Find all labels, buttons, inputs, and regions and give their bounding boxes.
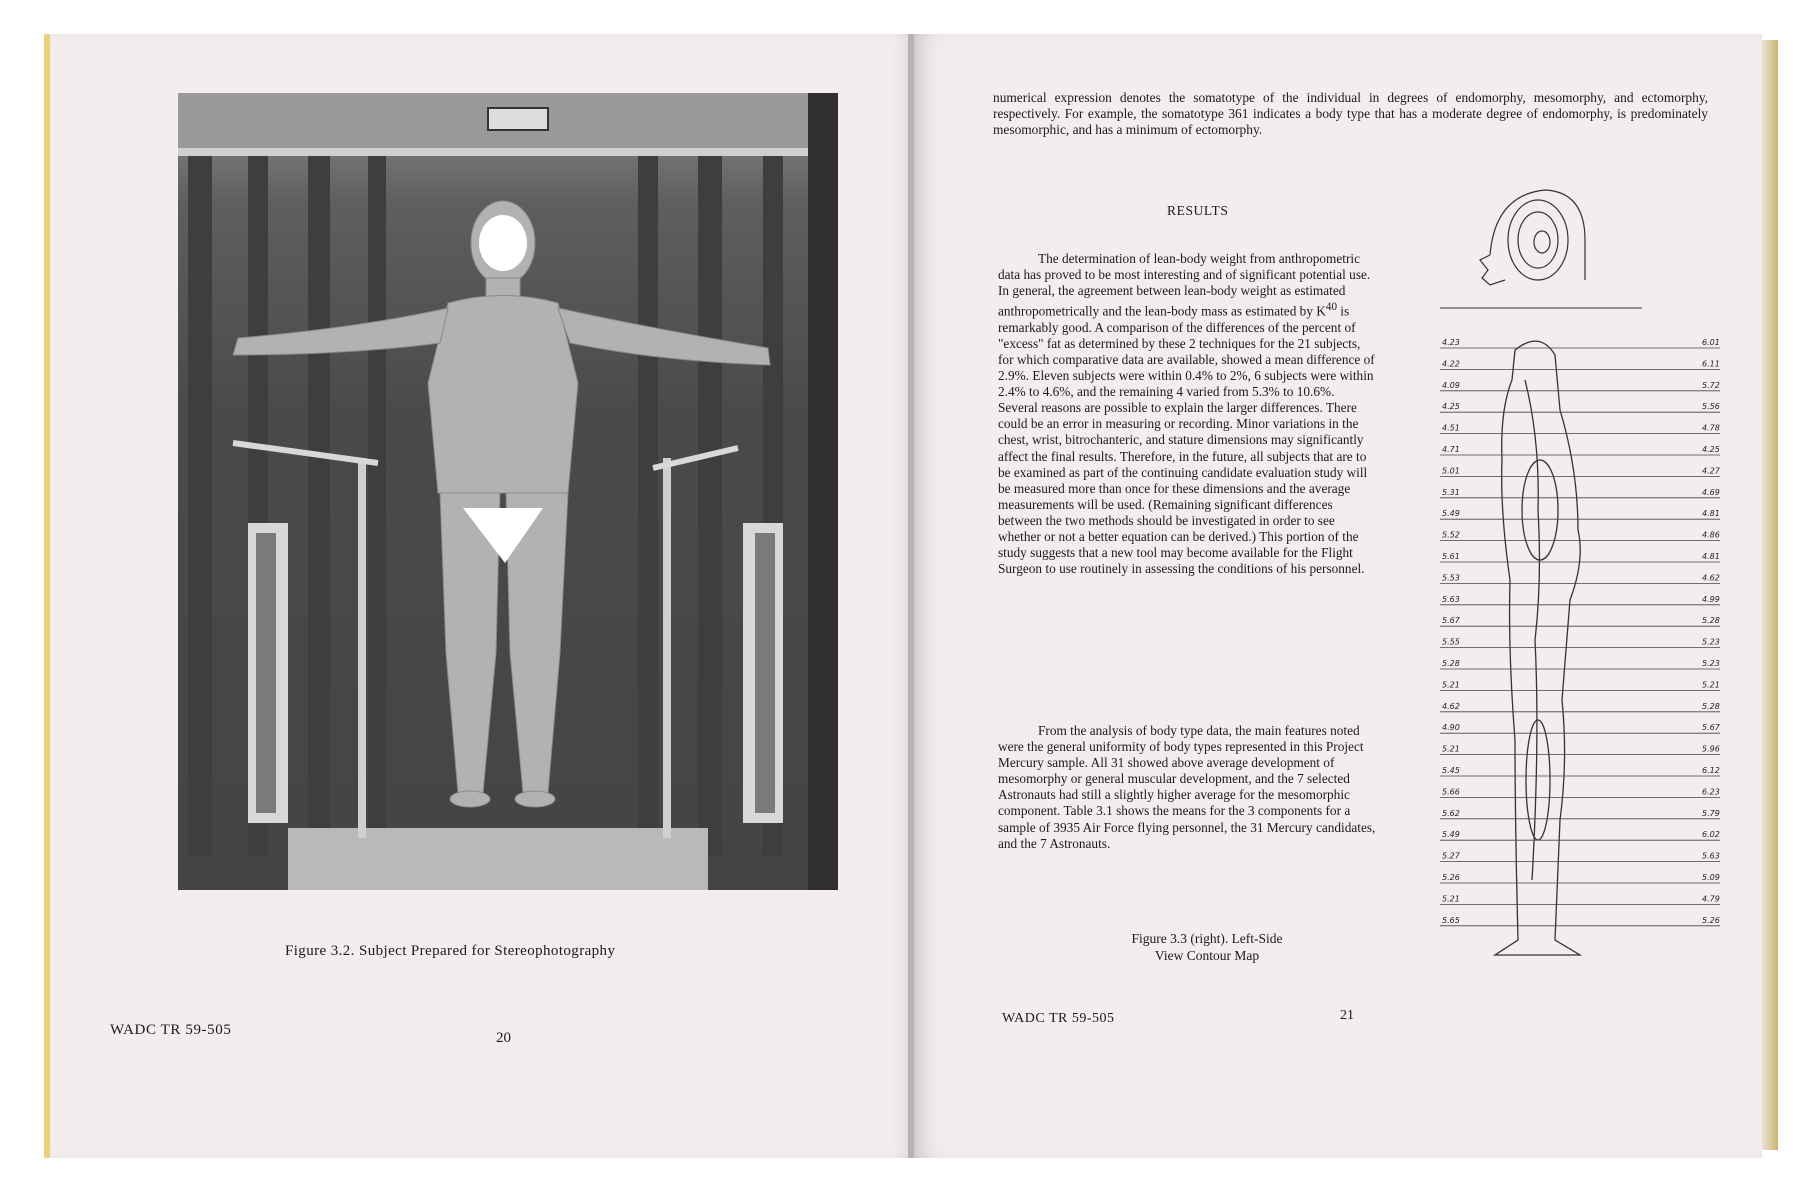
contour-left-label: 5.66: [1442, 787, 1460, 797]
contour-right-label: 4.27: [1702, 466, 1720, 476]
contour-measurement-labels: [1442, 338, 1721, 925]
contour-right-label: 6.11: [1702, 359, 1720, 369]
contour-right-label: 4.25: [1702, 445, 1720, 454]
contour-left-label: 5.49: [1442, 509, 1460, 519]
head-contour-drawing: [1480, 190, 1585, 285]
contour-right-label: 5.23: [1702, 637, 1720, 647]
page-edges: [1762, 40, 1778, 1150]
contour-left-label: 4.25: [1442, 402, 1460, 412]
contour-map-figure: [1420, 180, 1750, 970]
contour-left-label: 5.27: [1442, 851, 1460, 861]
contour-right-label: 6.23: [1702, 787, 1720, 797]
contour-right-label: 5.56: [1702, 402, 1720, 412]
contour-left-label: 5.63: [1442, 594, 1460, 604]
contour-left-label: 5.53: [1442, 573, 1460, 583]
right-figure-caption: [1102, 930, 1312, 964]
contour-left-label: 5.26: [1442, 873, 1460, 882]
contour-left-label: 5.21: [1442, 744, 1460, 754]
left-page-footer: WADC TR 59-505: [110, 1022, 232, 1038]
contour-right-label: 5.09: [1702, 873, 1720, 882]
contour-right-label: 4.86: [1702, 530, 1720, 540]
contour-left-label: 5.61: [1442, 552, 1460, 561]
right-page-footer: WADC TR 59-505: [1002, 1011, 1115, 1026]
contour-left-label: 5.21: [1442, 894, 1460, 904]
contour-right-label: 4.81: [1702, 552, 1720, 561]
contour-right-label: 4.62: [1702, 573, 1720, 583]
results-paragraph-2: [998, 723, 1376, 852]
contour-left-label: 5.65: [1442, 915, 1460, 925]
contour-left-label: 5.01: [1442, 466, 1460, 476]
contour-left-label: 5.31: [1442, 487, 1460, 497]
contour-left-label: 4.51: [1442, 423, 1460, 433]
contour-right-label: 6.12: [1702, 766, 1720, 775]
paragraph-2-text: From the analysis of body type data, the main features noted were the general uniformity of body types represented in this Project Mercury sample. All 31 showed above average development of mesomorphy or general muscular development, and the 7 selected Astronauts had still a slightly higher average for the mesomorphic component. Table 3.1 shows the means for the 3 components for a sample of 3935 Air Force flying personnel, the 31 Mercury candidates, and the 7 Astronauts.: [998, 723, 1376, 851]
contour-left-label: 5.52: [1442, 530, 1460, 540]
right-page-number: 21: [1340, 1008, 1354, 1023]
contour-left-label: 5.45: [1442, 766, 1460, 775]
contour-left-label: 5.55: [1442, 637, 1460, 647]
contour-right-label: 4.99: [1702, 594, 1720, 604]
contour-right-label: 5.79: [1702, 808, 1720, 818]
contour-right-label: 5.72: [1702, 380, 1720, 390]
paragraph-1-text-a: The determination of lean-body weight from anthropometric data has proved to be most interesting and of significant potential use. In general, the agreement between lean-body weight as estimated anthropometrically and the lean-body mass as estimated by K: [998, 251, 1371, 319]
contour-left-label: 5.28: [1442, 659, 1460, 668]
contour-right-label: 4.78: [1702, 423, 1720, 433]
contour-right-label: 5.21: [1702, 680, 1720, 690]
contour-right-label: 5.96: [1702, 744, 1720, 754]
contour-left-label: 4.23: [1442, 338, 1460, 347]
contour-left-label: 5.62: [1442, 808, 1460, 818]
contour-right-label: 5.63: [1702, 851, 1720, 861]
contour-right-label: 4.69: [1702, 487, 1720, 497]
contour-left-label: 4.22: [1442, 359, 1460, 369]
intro-paragraph: numerical expression denotes the somatotype of the individual in degrees of endomorphy, mesomorphy, and ectomorphy, respectively. For example, the somatotype 361 indicates a body type that has a moderate degree of endomorphy, is predominately mesomorphic, and has a minimum of ectomorphy.: [993, 90, 1708, 138]
results-paragraph-1: [998, 251, 1376, 577]
right-caption-line-2: View Contour Map: [1154, 948, 1260, 963]
contour-right-label: 4.81: [1702, 509, 1720, 519]
subject-photograph: [178, 93, 838, 890]
results-heading: RESULTS: [1167, 203, 1229, 218]
paragraph-1-text-b: is remarkably good. A comparison of the differences of the percent of "excess" fat as determined by these 2 techniques for the 21 subjects, for which comparative data are available, showed a mean difference of 2.9%. Eleven subjects were within 0.4% to 2%, 6 subjects were within 2.4% to 4.6%, and the remaining 4 varied from 5.3% to 10.6%. Several reasons are possible to explain the larger differences. There could be an error in measuring or recording. Minor variations in the chest, wrist, bitrochanteric, and stature dimensions may significantly affect the final results. Therefore, in the future, all subjects that are to be examined as part of the continuing candidate evaluation study will be measured more than once for these dimensions and the average measurements will be used. (Remaining significant differences between the two methods should be investigated in order to see whether or not a better equation can be derived.) This portion of the study suggests that a new tool may become available for the Flight Surgeon to use routinely in assessing the conditions of his personnel.: [998, 303, 1375, 577]
contour-right-label: 4.79: [1702, 894, 1720, 904]
contour-right-label: 6.01: [1702, 338, 1720, 347]
contour-right-label: 5.67: [1702, 723, 1720, 733]
contour-left-label: 4.09: [1442, 380, 1460, 390]
contour-left-label: 5.21: [1442, 680, 1460, 690]
contour-right-label: 5.23: [1702, 659, 1720, 668]
book-gutter: [908, 34, 914, 1158]
contour-left-label: 4.71: [1442, 445, 1460, 454]
right-caption-line-1: Figure 3.3 (right). Left-Side: [1131, 931, 1283, 946]
contour-right-label: 6.02: [1702, 830, 1720, 840]
left-page-number: 20: [496, 1030, 511, 1046]
contour-right-label: 5.26: [1702, 915, 1720, 925]
left-figure-caption: Figure 3.2. Subject Prepared for Stereophotography: [285, 943, 616, 959]
body-contour-drawing: [1495, 341, 1580, 955]
contour-left-label: 4.90: [1442, 723, 1460, 733]
contour-left-label: 5.67: [1442, 616, 1460, 626]
contour-left-label: 5.49: [1442, 830, 1460, 840]
contour-right-label: 5.28: [1702, 701, 1720, 711]
contour-grid-lines: [1440, 348, 1720, 926]
contour-right-label: 5.28: [1702, 616, 1720, 626]
k40-superscript: 40: [1325, 301, 1337, 314]
contour-left-label: 4.62: [1442, 701, 1460, 711]
